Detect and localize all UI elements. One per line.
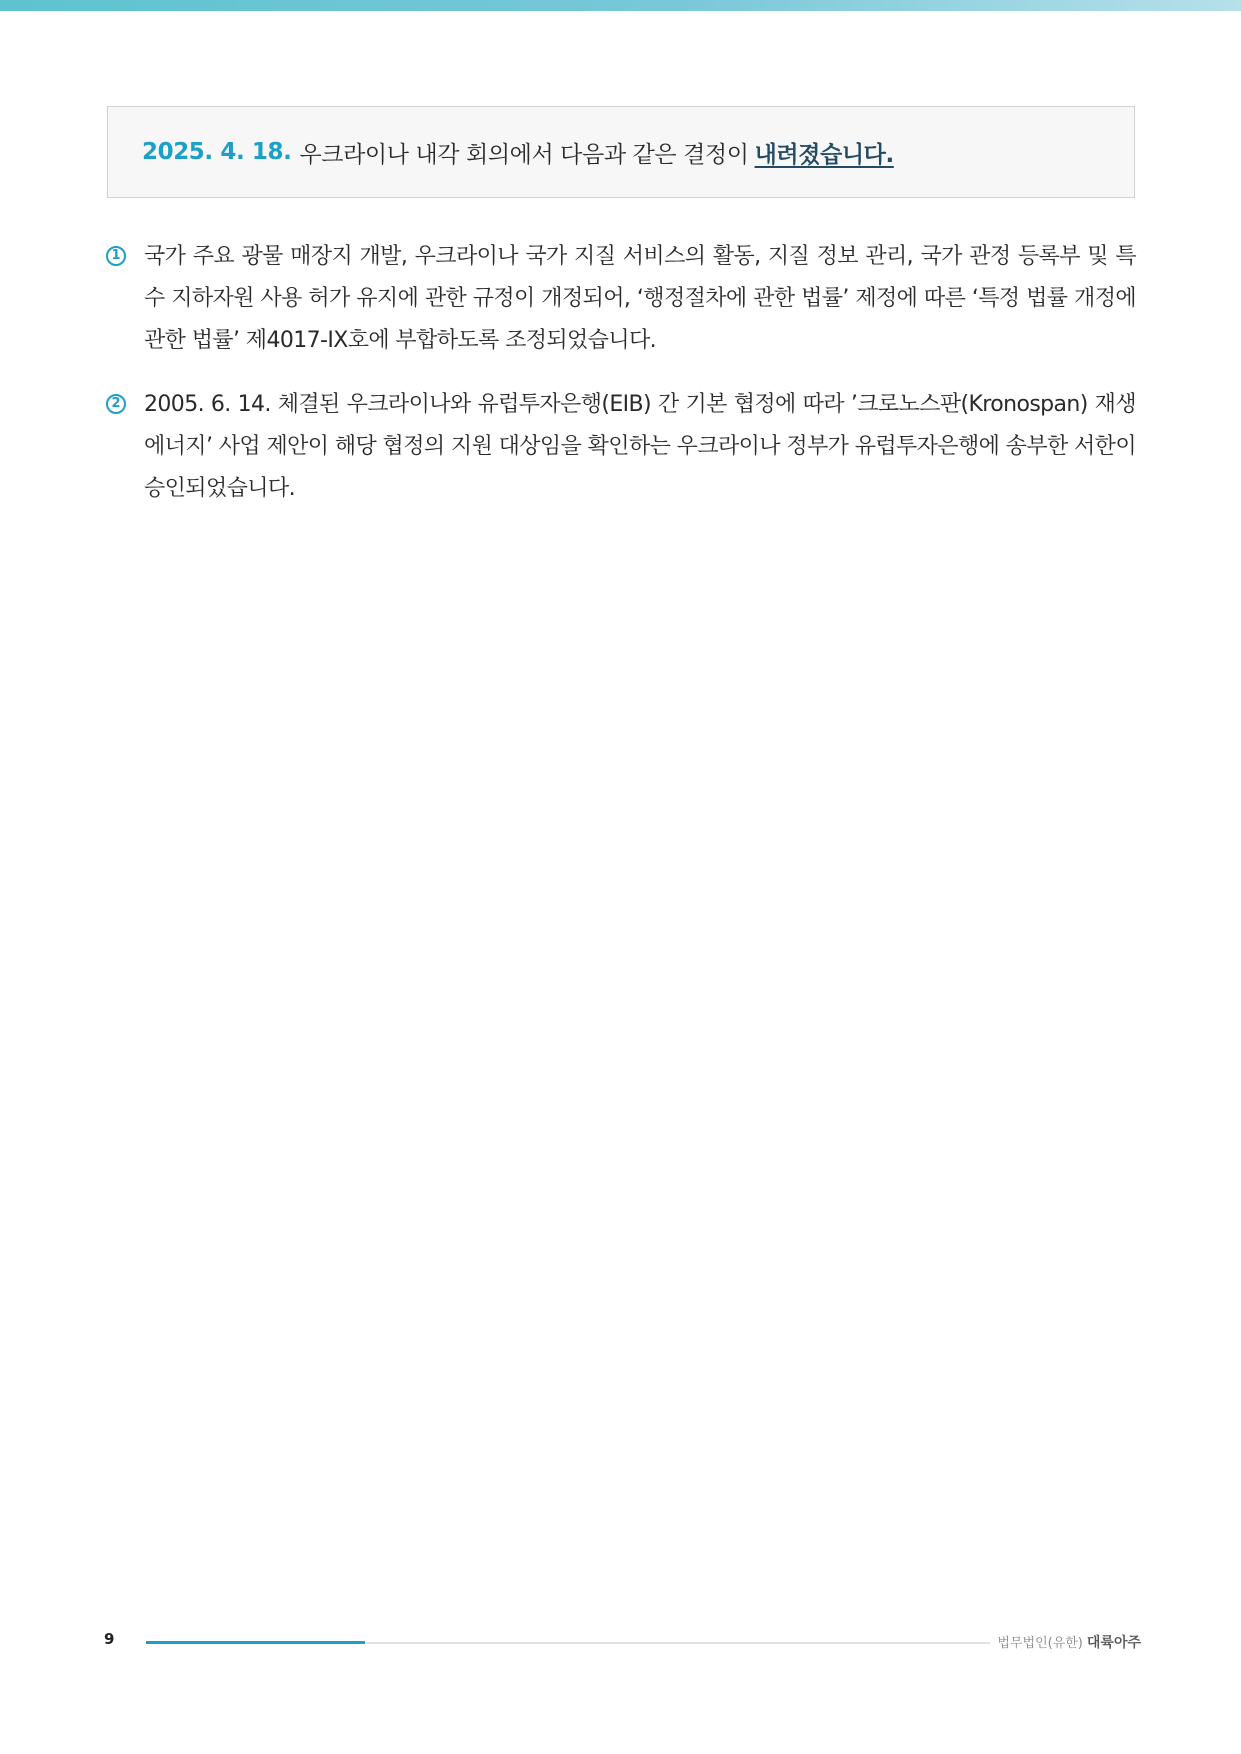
list-item	[104, 384, 1136, 510]
list-item-text: 국가 주요 광물 매장지 개발, 우크라이나 국가 지질 서비스의 활동, 지질 정보 관리, 국가 관정 등록부 및 특수 지하자원 사용 허가 유지에 관한 규정이 개정되어, ‘행정절차에 관한 법률’ 제정에 따른 ‘특정 법률 개정에 관한 법률’ 제4017-IX호에 부합하도록 조정되었습니다.	[144, 244, 1136, 353]
top-accent-bar	[0, 0, 1241, 11]
firm-prefix: 법무법인(유한)	[997, 1636, 1083, 1651]
notice-date: 2025. 4. 18.	[142, 139, 292, 165]
decision-list	[104, 236, 1136, 532]
firm-name: 대륙아주	[1086, 1635, 1141, 1651]
notice-text: 우크라이나 내각 회의에서 다음과 같은 결정이	[299, 141, 749, 168]
list-item-text: 2005. 6. 14. 체결된 우크라이나와 유럽투자은행(EIB) 간 기본 협정에 따라 ’크로노스판(Kronospan) 재생에너지’ 사업 제안이 해당 협정의 지원 대상임을 확인하는 우크라이나 정부가 유럽투자은행에 송부한 서한이 승인되었습니다.	[144, 392, 1136, 501]
circled-number-icon: 2	[106, 394, 126, 414]
circled-number-icon: 1	[106, 246, 126, 266]
list-item	[104, 236, 1136, 362]
footer-progress-bar	[146, 1641, 365, 1644]
page-number: 9	[104, 1630, 115, 1648]
notice-box	[107, 106, 1135, 198]
footer-firm	[997, 1632, 1141, 1652]
notice-emphasis: 내려졌습니다.	[754, 141, 894, 168]
